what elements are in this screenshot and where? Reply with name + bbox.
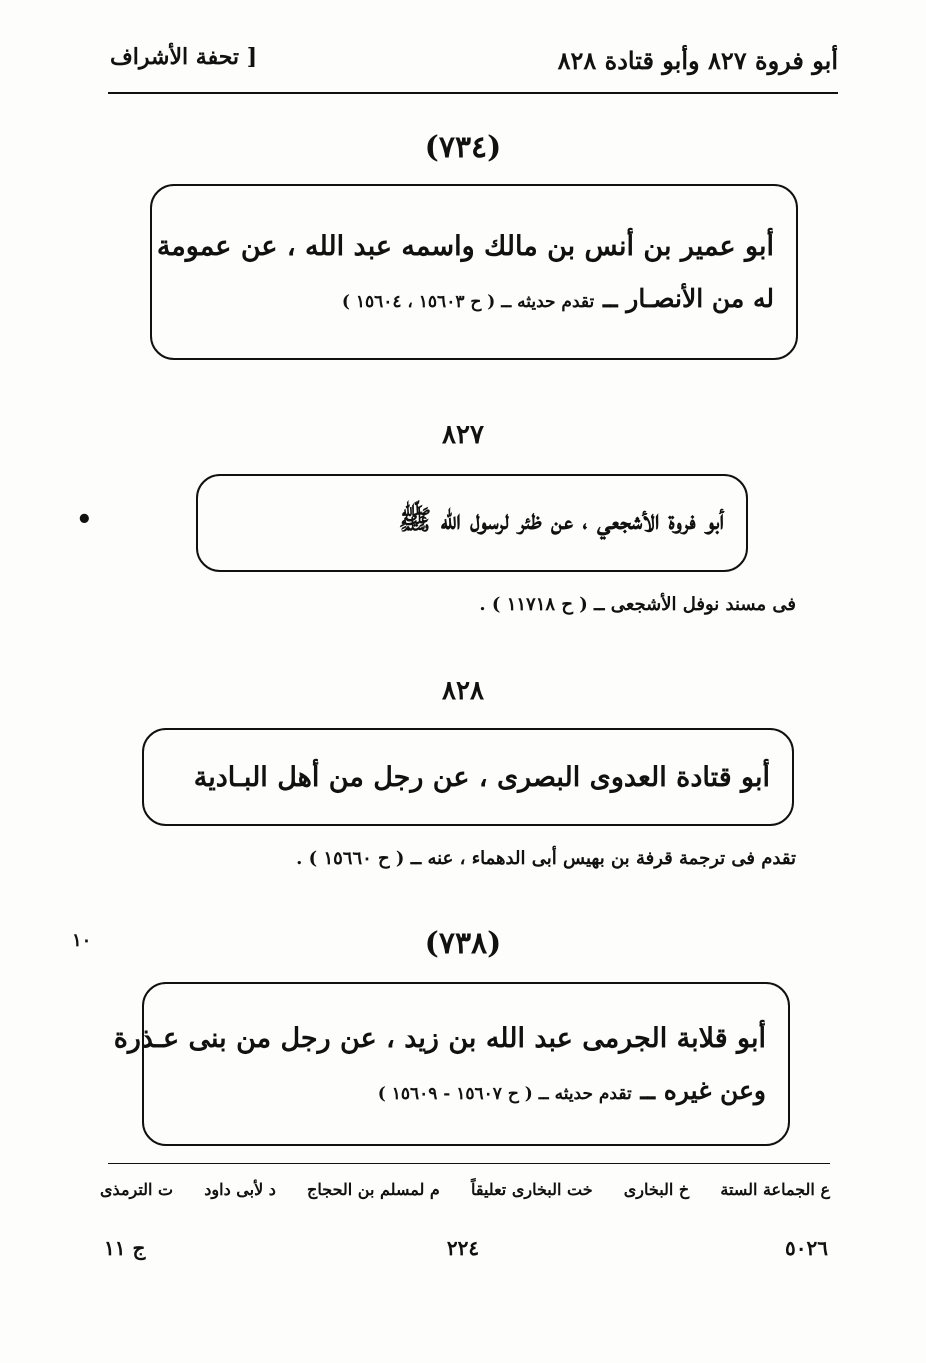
serial-number: ٥٠٢٦	[785, 1236, 828, 1260]
margin-dot: •	[76, 505, 93, 535]
entry-number: ٨٢٨	[442, 676, 484, 706]
entry-box	[196, 474, 748, 572]
entry-line: أبو قتادة العدوى البصرى ، عن رجل من أهل البـادية	[193, 761, 770, 793]
running-header-book: [ تحفة الأشراف	[110, 44, 258, 70]
entry-line	[144, 1076, 788, 1105]
header-rule	[108, 92, 838, 94]
entry-line	[152, 284, 796, 313]
entry-text: له من الأنصـار ــ	[602, 284, 774, 313]
entry-number: (٧٣٨)	[424, 926, 502, 961]
abbreviation: خ البخارى	[623, 1180, 690, 1199]
entry-line: أبو فروة الأشجعي ، عن ظئر لرسول الله ﷺ	[398, 505, 724, 536]
entry-line: أبو عمير بن أنس بن مالك واسمه عبد الله ، عن عمومة	[156, 231, 774, 262]
entry-box	[142, 728, 794, 826]
hadith-reference: تقدم حديثه ــ ( ح ١٥٦٠٣ ، ١٥٦٠٤ )	[341, 292, 595, 312]
page-number: ٢٢٤	[446, 1236, 480, 1260]
running-header-title: أبو فروة ٨٢٧ وأبو قتادة ٨٢٨	[557, 46, 838, 75]
hadith-reference: تقدم حديثه ــ ( ح ١٥٦٠٧ - ١٥٦٠٩ )	[377, 1084, 632, 1104]
margin-line-number: ١٠	[72, 930, 92, 951]
entry-number: (٧٣٤)	[424, 130, 502, 165]
entry-box	[113, 982, 790, 1146]
entry-text: وعن غيره ــ	[640, 1076, 766, 1105]
abbreviation: خت البخارى تعليقاً	[470, 1180, 593, 1199]
abbreviation: ت الترمذى	[100, 1180, 174, 1199]
entry-number: ٨٢٧	[442, 420, 484, 450]
volume-number: ج ١١	[104, 1236, 146, 1260]
entry-box	[150, 184, 798, 360]
entry-line: أبو قلابة الجرمى عبد الله بن زيد ، عن رجل من بنى عـذرة	[113, 1023, 766, 1054]
abbreviation: م لمسلم بن الحجاج	[307, 1180, 440, 1199]
abbreviation: ع الجماعة الستة	[720, 1180, 830, 1199]
abbreviation: د لأبى داود	[204, 1180, 276, 1199]
abbreviations-key	[100, 1180, 830, 1199]
entry-note: فى مسند نوفل الأشجعى ــ ( ح ١١٧١٨ ) .	[479, 594, 796, 615]
footer-rule	[108, 1163, 830, 1164]
entry-note: تقدم فى ترجمة قرفة بن بهيس أبى الدهماء ، عنه ــ ( ح ١٥٦٦٠ ) .	[296, 848, 796, 869]
